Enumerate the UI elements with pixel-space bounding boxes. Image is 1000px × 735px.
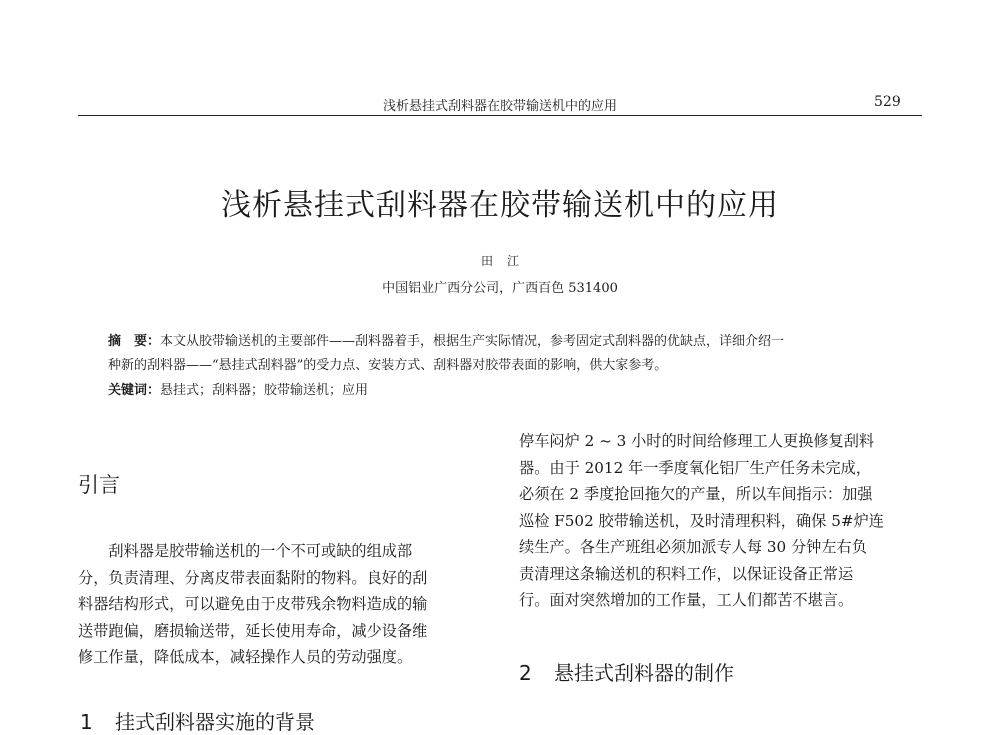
page-number: 529: [874, 94, 901, 110]
right-line: 续生产。各生产班组必须加派专人每 30 分钟左右负: [519, 538, 867, 556]
section-1-number: 1: [80, 710, 93, 734]
header-rule: [78, 115, 922, 116]
running-header-title: 浅析悬挂式刮料器在胶带输送机中的应用: [382, 99, 617, 114]
keywords-label: 关键词：: [108, 383, 161, 398]
section-1-title: 挂式刮料器实施的背景: [115, 710, 315, 734]
intro-heading: 引言: [78, 473, 120, 497]
right-line: 必须在 2 季度抢回拖欠的产量，所以车间指示：加强: [519, 485, 873, 503]
abstract-text-1: 本文从胶带输送机的主要部件——刮料器着手，根据生产实际情况，参考固定式刮料器的优缺点，详细介绍一: [160, 334, 785, 349]
right-line: 巡检 F502 胶带输送机，及时清理积料，确保 5#炉连: [519, 511, 884, 530]
abstract-line-1: [108, 330, 784, 349]
affiliation: 中国铝业广西分公司，广西百色 531400: [382, 281, 618, 296]
right-line: 行。面对突然增加的工作量，工人们都苦不堪言。: [519, 591, 854, 609]
intro-line: 刮料器是胶带输送机的一个不可或缺的组成部: [78, 542, 413, 560]
keywords: [108, 379, 368, 398]
section-2-title: 悬挂式刮料器的制作: [554, 661, 734, 685]
section-2-heading: [519, 657, 734, 686]
section-1-heading: [80, 706, 315, 735]
intro-line: 送带跑偏，磨损输送带，延长使用寿命，减少设备维: [78, 621, 428, 640]
abstract-label: 摘 要：: [108, 334, 161, 349]
author: 田江: [480, 254, 533, 268]
right-line: 责清理这条输送机的积料工作，以保证设备正常运: [519, 564, 854, 583]
intro-line: 分，负责清理、分离皮带表面黏附的物料。良好的刮: [78, 568, 428, 587]
right-line: 器。由于 2012 年一季度氧化铝厂生产任务未完成，: [519, 458, 872, 477]
intro-line: 料器结构形式，可以避免由于皮带残余物料造成的输: [78, 595, 428, 613]
right-line: 停车闷炉 2 ~ 3 小时的时间给修理工人更换修复刮料: [519, 432, 875, 450]
abstract-line-2: 种新的刮料器——“悬挂式刮料器”的受力点、安装方式、刮料器对胶带表面的影响，供大家参考。: [108, 358, 668, 373]
section-2-number: 2: [519, 661, 532, 685]
intro-paragraph: [78, 538, 492, 671]
right-column-paragraph: [519, 428, 923, 614]
article-title: 浅析悬挂式刮料器在胶带输送机中的应用: [221, 188, 779, 223]
intro-line: 修工作量，降低成本，减轻操作人员的劳动强度。: [78, 648, 413, 666]
keywords-text: 悬挂式；刮料器；胶带输送机；应用: [160, 383, 369, 398]
